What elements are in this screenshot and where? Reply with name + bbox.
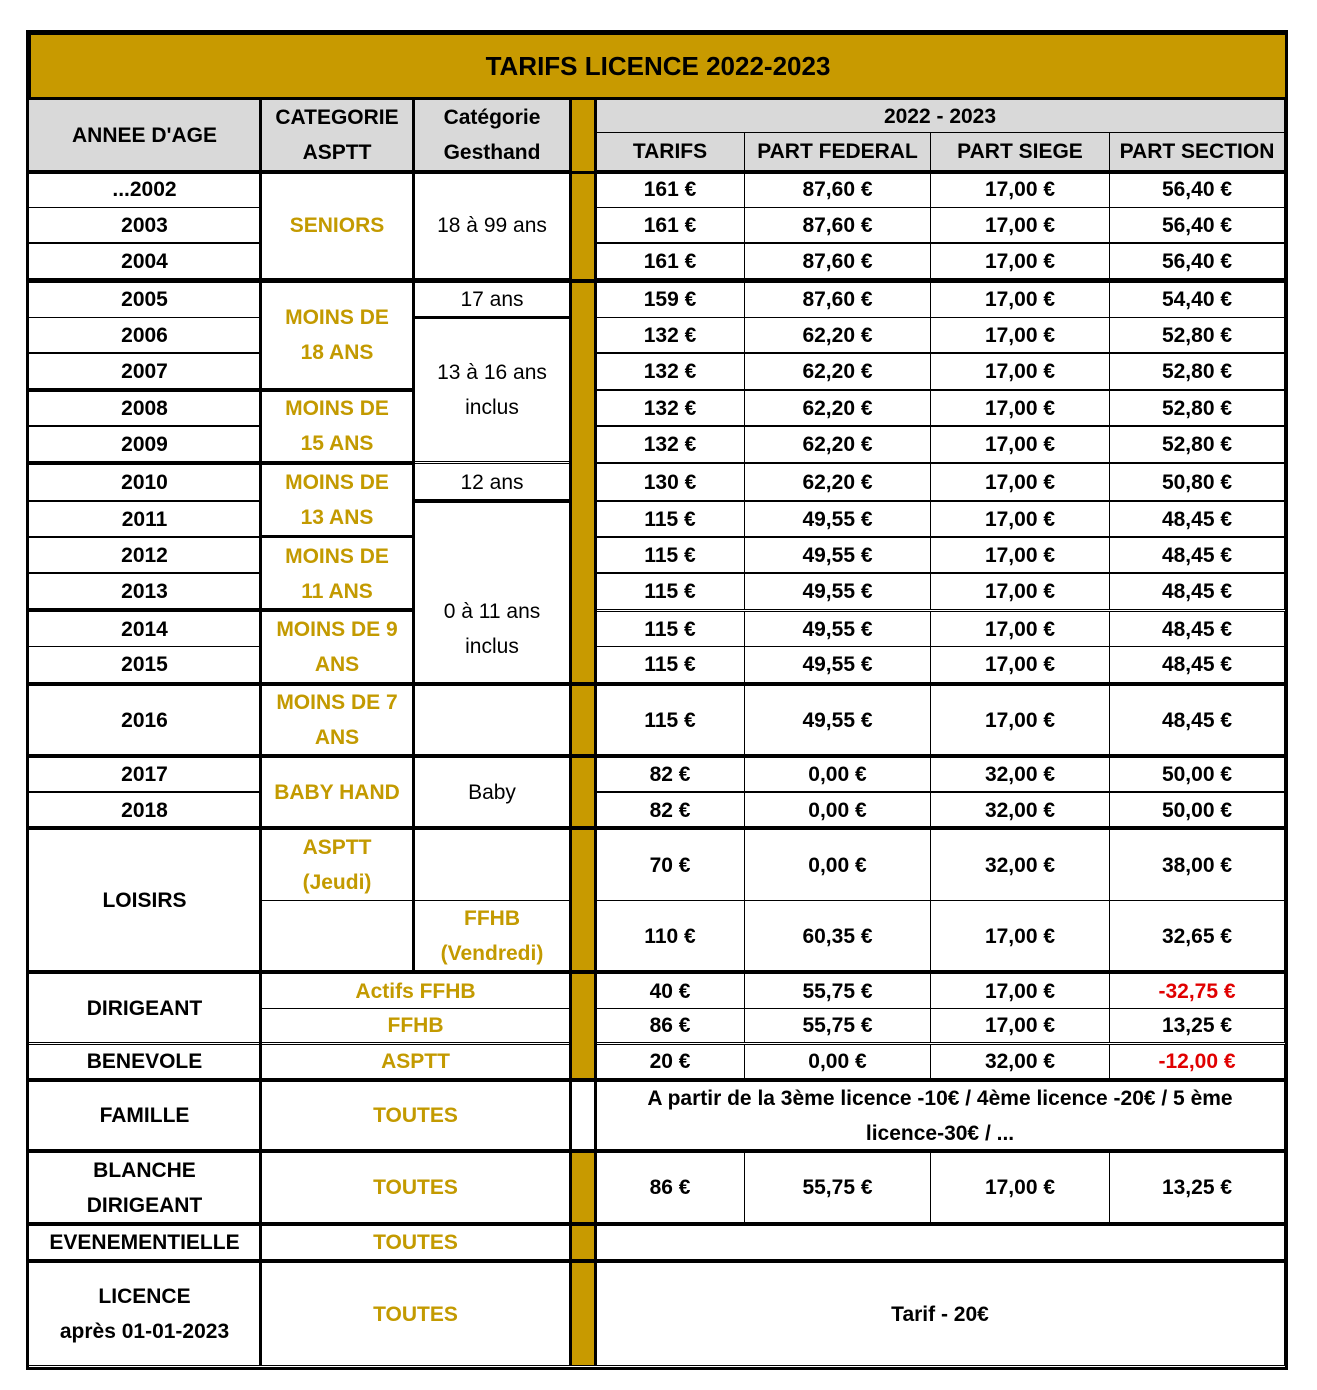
part-section-cell: 48,45 € [1109, 537, 1285, 573]
loisirs-ffhb: FFHB (Vendredi) [413, 900, 571, 972]
evenementielle-label: EVENEMENTIELLE [28, 1225, 261, 1260]
tarif-cell: 20 € [595, 1044, 745, 1079]
part-siege-cell: 17,00 € [930, 353, 1110, 390]
part-federal-cell: 55,75 € [744, 1152, 931, 1223]
part-siege-cell: 17,00 € [930, 501, 1110, 537]
rule [28, 1259, 1285, 1263]
part-siege-cell: 17,00 € [930, 426, 1110, 463]
part-federal-cell: 0,00 € [744, 792, 931, 828]
evenementielle-empty [595, 1225, 1285, 1260]
year-cell: 2005 [28, 281, 261, 318]
rule [569, 99, 572, 1366]
tarif-cell: 110 € [595, 900, 745, 972]
header-part-federal: PART FEDERAL [744, 132, 931, 171]
part-federal-cell: 0,00 € [744, 757, 931, 792]
year-cell: 2009 [28, 426, 261, 463]
part-federal-cell: 49,55 € [744, 501, 931, 537]
part-section-cell: 48,45 € [1109, 573, 1285, 610]
tarif-cell: 130 € [595, 463, 745, 501]
part-federal-cell: 49,55 € [744, 646, 931, 683]
tarif-cell: 82 € [595, 757, 745, 792]
part-section-cell: 52,80 € [1109, 353, 1285, 390]
part-section-cell: 52,80 € [1109, 426, 1285, 463]
header-annee: ANNEE D'AGE [28, 99, 261, 171]
part-federal-cell: 0,00 € [744, 829, 931, 901]
part-siege-cell: 17,00 € [930, 1008, 1110, 1043]
tarif-cell: 70 € [595, 829, 745, 901]
famille-text: A partir de la 3ème licence -10€ / 4ème licence -20€ / 5 ème licence-30€ / ... [595, 1081, 1285, 1150]
part-siege-cell: 32,00 € [930, 757, 1110, 792]
year-cell: 2011 [28, 501, 261, 537]
tarif-cell: 115 € [595, 537, 745, 573]
tarif-cell: 132 € [595, 390, 745, 426]
part-siege-cell: 17,00 € [930, 317, 1110, 353]
part-federal-cell: 62,20 € [744, 426, 931, 463]
part-siege-cell: 17,00 € [930, 973, 1110, 1009]
year-cell: 2018 [28, 792, 261, 828]
part-siege-cell: 17,00 € [930, 573, 1110, 610]
rule [412, 99, 415, 972]
part-section-cell: 48,45 € [1109, 611, 1285, 647]
part-federal-cell: 49,55 € [744, 684, 931, 756]
rule [28, 279, 1285, 283]
part-section-cell: 50,00 € [1109, 792, 1285, 828]
part-federal-cell: 87,60 € [744, 243, 931, 279]
part-siege-cell: 17,00 € [930, 1152, 1110, 1223]
benevole-label: BENEVOLE [28, 1044, 261, 1079]
part-section-cell: -32,75 € [1109, 973, 1285, 1009]
part-federal-cell: 60,35 € [744, 900, 931, 972]
part-federal-cell: 62,20 € [744, 390, 931, 426]
tarif-cell: 132 € [595, 317, 745, 353]
part-section-cell: 13,25 € [1109, 1008, 1285, 1043]
part-federal-cell: 62,20 € [744, 317, 931, 353]
rule [413, 499, 571, 503]
rule [28, 682, 1285, 686]
cat-moins-9: MOINS DE 9 ANS [260, 611, 414, 683]
loisirs-empty-2 [260, 900, 414, 972]
tarif-cell: 115 € [595, 684, 745, 756]
tarif-cell: 159 € [595, 281, 745, 318]
rule [28, 754, 1285, 758]
tarif-cell: 115 € [595, 501, 745, 537]
part-federal-cell: 87,60 € [744, 281, 931, 318]
part-federal-cell: 49,55 € [744, 537, 931, 573]
rule [260, 535, 414, 538]
year-cell: 2004 [28, 243, 261, 279]
part-section-cell: 48,45 € [1109, 646, 1285, 683]
rule [28, 1149, 1285, 1153]
year-cell: 2010 [28, 463, 261, 501]
gest-12: 12 ans [413, 463, 571, 501]
rule [28, 171, 1285, 174]
tarif-cell: 86 € [595, 1008, 745, 1043]
tarif-cell: 132 € [595, 353, 745, 390]
year-cell: 2017 [28, 757, 261, 792]
tarif-cell: 161 € [595, 171, 745, 208]
part-federal-cell: 55,75 € [744, 1008, 931, 1043]
famille-label: FAMILLE [28, 1081, 261, 1150]
tarif-cell: 115 € [595, 573, 745, 610]
part-federal-cell: 87,60 € [744, 207, 931, 243]
rule [259, 99, 262, 1366]
table-title: TARIFS LICENCE 2022-2023 [28, 32, 1288, 100]
rule [28, 388, 414, 392]
gest-18-99: 18 à 99 ans [413, 171, 571, 279]
tarif-cell: 82 € [595, 792, 745, 828]
dirigeant-label: DIRIGEANT [28, 973, 261, 1043]
part-siege-cell: 17,00 € [930, 171, 1110, 208]
part-siege-cell: 32,00 € [930, 829, 1110, 901]
part-federal-cell: 49,55 € [744, 611, 931, 647]
part-section-cell: 56,40 € [1109, 207, 1285, 243]
loisirs-label: LOISIRS [28, 829, 261, 972]
cat-moins-7: MOINS DE 7 ANS [260, 684, 414, 756]
licence-cat: TOUTES [260, 1262, 571, 1366]
tarif-cell: 40 € [595, 973, 745, 1009]
gest-17: 17 ans [413, 281, 571, 317]
gest-baby: Baby [413, 757, 571, 828]
rule [594, 99, 597, 1366]
cat-baby-hand: BABY HAND [260, 757, 414, 828]
rule [28, 1222, 1285, 1226]
part-federal-cell: 62,20 € [744, 463, 931, 501]
part-federal-cell: 0,00 € [744, 1044, 931, 1079]
blanche-label: BLANCHE DIRIGEANT [28, 1152, 261, 1223]
part-federal-cell: 49,55 € [744, 573, 931, 610]
part-federal-cell: 55,75 € [744, 973, 931, 1009]
year-cell: 2016 [28, 684, 261, 756]
gest-13-16: 13 à 16 ans inclus [413, 318, 571, 462]
benevole-cat: ASPTT [260, 1044, 571, 1079]
year-cell: 2013 [28, 573, 261, 610]
tarif-cell: 161 € [595, 243, 745, 279]
part-section-cell: 48,45 € [1109, 684, 1285, 756]
part-section-cell: 52,80 € [1109, 390, 1285, 426]
header-season: 2022 - 2023 [595, 99, 1285, 133]
part-siege-cell: 17,00 € [930, 243, 1110, 279]
evenementielle-cat: TOUTES [260, 1225, 571, 1260]
part-section-cell: 48,45 € [1109, 501, 1285, 537]
part-section-cell: 56,40 € [1109, 171, 1285, 208]
tarif-cell: 132 € [595, 426, 745, 463]
part-federal-cell: 87,60 € [744, 171, 931, 208]
year-cell: 2007 [28, 353, 261, 390]
part-siege-cell: 32,00 € [930, 1044, 1110, 1079]
year-cell: 2008 [28, 390, 261, 426]
rule [28, 608, 414, 612]
licence-label: LICENCE après 01-01-2023 [28, 1262, 261, 1366]
rule [28, 1078, 1285, 1082]
part-siege-cell: 17,00 € [930, 900, 1110, 972]
famille-cat: TOUTES [260, 1081, 571, 1150]
part-siege-cell: 17,00 € [930, 684, 1110, 756]
year-cell: ...2002 [28, 171, 261, 208]
year-cell: 2003 [28, 207, 261, 243]
tarif-cell: 115 € [595, 646, 745, 683]
part-siege-cell: 17,00 € [930, 611, 1110, 647]
part-siege-cell: 32,00 € [930, 792, 1110, 828]
part-section-cell: -12,00 € [1109, 1044, 1285, 1079]
tarif-cell: 115 € [595, 611, 745, 647]
header-categorie-asptt: CATEGORIE ASPTT [260, 99, 414, 171]
dirigeant-actifs-cat: Actifs FFHB [260, 973, 571, 1009]
year-cell: 2015 [28, 646, 261, 683]
tarif-cell: 86 € [595, 1152, 745, 1223]
year-cell: 2006 [28, 317, 261, 353]
part-siege-cell: 17,00 € [930, 463, 1110, 501]
header-tarifs: TARIFS [595, 132, 745, 171]
part-siege-cell: 17,00 € [930, 207, 1110, 243]
rule [28, 461, 414, 465]
tarif-cell: 161 € [595, 207, 745, 243]
part-section-cell: 38,00 € [1109, 829, 1285, 901]
gest-0-11: 0 à 11 ans inclus [413, 502, 571, 756]
part-section-cell: 32,65 € [1109, 900, 1285, 972]
header-part-siege: PART SIEGE [930, 132, 1110, 171]
loisirs-asptt: ASPTT (Jeudi) [260, 829, 414, 901]
part-section-cell: 13,25 € [1109, 1152, 1285, 1223]
year-cell: 2014 [28, 611, 261, 647]
header-part-section: PART SECTION [1109, 132, 1285, 171]
year-cell: 2012 [28, 537, 261, 573]
cat-moins-13: MOINS DE 13 ANS [260, 463, 414, 536]
dirigeant-ffhb-cat: FFHB [260, 1008, 571, 1043]
part-section-cell: 50,80 € [1109, 463, 1285, 501]
part-section-cell: 50,00 € [1109, 757, 1285, 792]
part-section-cell: 56,40 € [1109, 243, 1285, 279]
rule [28, 826, 1285, 830]
header-categorie-gesthand: Catégorie Gesthand [413, 99, 571, 171]
part-siege-cell: 17,00 € [930, 390, 1110, 426]
part-siege-cell: 17,00 € [930, 281, 1110, 318]
licence-text: Tarif - 20€ [595, 1262, 1285, 1366]
blanche-cat: TOUTES [260, 1152, 571, 1223]
cat-moins-15: MOINS DE 15 ANS [260, 390, 414, 462]
part-siege-cell: 17,00 € [930, 646, 1110, 683]
gold-separator [571, 99, 595, 1081]
part-federal-cell: 62,20 € [744, 353, 931, 390]
part-section-cell: 52,80 € [1109, 317, 1285, 353]
rule [413, 316, 571, 319]
cat-moins-18: MOINS DE 18 ANS [260, 281, 414, 389]
loisirs-empty-1 [413, 829, 571, 901]
cat-seniors: SENIORS [260, 171, 414, 279]
cat-moins-11: MOINS DE 11 ANS [260, 537, 414, 610]
part-section-cell: 54,40 € [1109, 281, 1285, 318]
part-siege-cell: 17,00 € [930, 537, 1110, 573]
rule [28, 970, 1285, 974]
